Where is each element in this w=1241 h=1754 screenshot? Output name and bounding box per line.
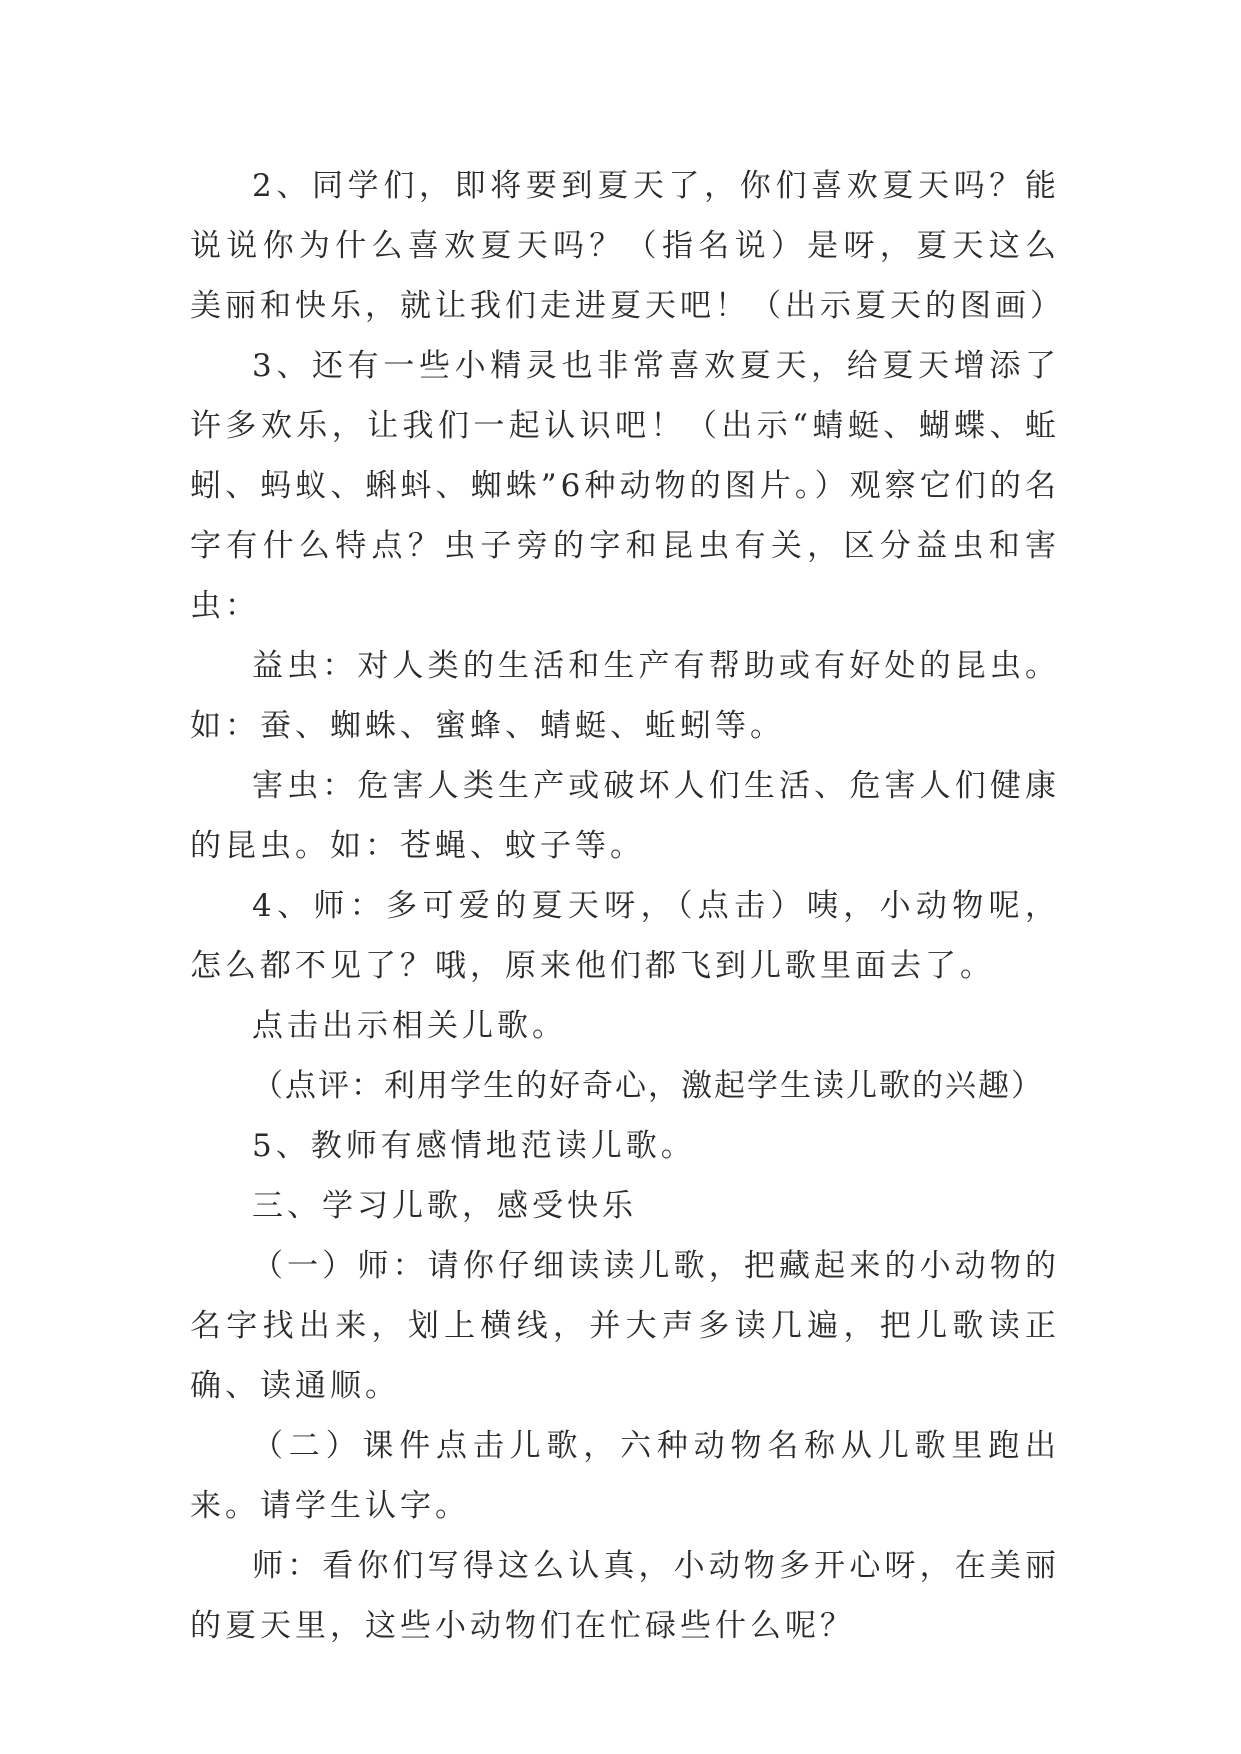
paragraph-11: （二）课件点击儿歌，六种动物名称从儿歌里跑出来。请学生认字。 xyxy=(190,1428,1060,1524)
paragraph-12: 师：看你们写得这么认真，小动物多开心呀，在美丽的夏天里，这些小动物们在忙碌些什么呢？ xyxy=(190,1548,1060,1644)
paragraph-5: 4、师：多可爱的夏天呀，（点击）咦，小动物呢，怎么都不见了？哦，原来他们都飞到儿歌里面去了。 xyxy=(190,888,1060,984)
paragraph-1: 2、同学们，即将要到夏天了，你们喜欢夏天吗？能说说你为什么喜欢夏天吗？（指名说）是呀，夏天这么美丽和快乐，就让我们走进夏天吧！（出示夏天的图画） xyxy=(190,168,1065,324)
document-body xyxy=(190,156,1065,1656)
paragraph-3: 益虫：对人类的生活和生产有帮助或有好处的昆虫。如：蚕、蜘蛛、蜜蜂、蜻蜓、蚯蚓等。 xyxy=(190,648,1060,744)
paragraph-2: 3、还有一些小精灵也非常喜欢夏天，给夏天增添了许多欢乐，让我们一起认识吧！（出示“蜻蜓、蝴蝶、蚯蚓、蚂蚁、蝌蚪、蜘蛛”6种动物的图片。）观察它们的名字有什么特点？虫子旁的字和昆虫有关，区分益虫和害虫： xyxy=(190,348,1060,624)
paragraph-4: 害虫：危害人类生产或破坏人们生活、危害人们健康的昆虫。如：苍蝇、蚊子等。 xyxy=(190,768,1060,864)
paragraph-8: 5、教师有感情地范读儿歌。 xyxy=(252,1128,696,1164)
paragraph-6: 点击出示相关儿歌。 xyxy=(252,1008,567,1044)
section-heading: 三、学习儿歌，感受快乐 xyxy=(252,1188,637,1224)
paragraph-7: （点评：利用学生的好奇心，激起学生读儿歌的兴趣） xyxy=(252,1068,1044,1104)
paragraph-10: （一）师：请你仔细读读儿歌，把藏起来的小动物的名字找出来，划上横线，并大声多读几遍，把儿歌读正确、读通顺。 xyxy=(190,1248,1060,1404)
